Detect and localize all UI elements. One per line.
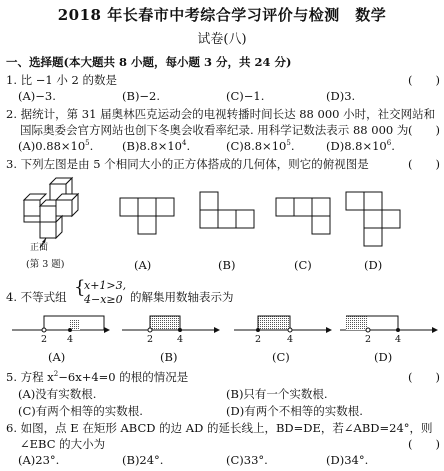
q2-option-a: $(A)0.88\times 10^5$. — [18, 139, 94, 153]
q1-option-c: (C)−1. — [226, 89, 265, 103]
q1-answer-paren: ( ) — [408, 73, 440, 87]
q6-option-c: (C)33°. — [226, 453, 268, 467]
q4-option-a: (A) — [48, 350, 66, 364]
q2-answer-paren: ( ) — [408, 123, 440, 137]
q4-c-tick-4: 4 — [287, 334, 294, 345]
q2-option-d: $(D)8.8\times 10^6$. — [326, 139, 395, 153]
q6-option-d: (D)34°. — [326, 453, 369, 467]
q4-b-tick-2: 2 — [147, 334, 154, 345]
q6-option-b: (B)24°. — [122, 453, 164, 467]
q4-option-c-axis — [234, 316, 332, 333]
q4-option-b-axis — [122, 316, 220, 333]
exam-subtitle: 试卷(八) — [197, 32, 247, 47]
q1-option-b: (B)−2. — [122, 89, 161, 103]
q5-option-c: (C)有两个相等的实数根. — [18, 404, 143, 418]
q4-d-tick-2: 2 — [365, 334, 372, 345]
q3-option-b: (B) — [218, 258, 236, 272]
q6-stem-line1: 6. 如图，点 E 在矩形 ABCD 的边 AD 的延长线上，BD=DE，若∠ABD=24°，则 — [6, 421, 433, 435]
q2-stem-line2: 国际奥委会官方网站也创下冬奥会收看率纪录. 用科学记数法表示 88 000 为 — [20, 123, 409, 137]
q5-option-d: (D)有两个不相等的实数根. — [226, 404, 363, 418]
exam-title: 2018 年长春市中考综合学习评价与检测 数学 — [57, 6, 387, 24]
q3-front-label: 正面 — [30, 243, 49, 253]
q3-option-d: (D) — [364, 258, 383, 272]
q3-stem: 3. 下列左图是由 5 个相同大小的正方体搭成的几何体，则它的俯视图是 — [6, 157, 369, 171]
q1-option-d: (D)3. — [326, 89, 356, 103]
q2-stem-line1: 2. 据统计，第 31 届奥林匹克运动会的电视转播时间长达 88 000 小时，社交网站和 — [6, 107, 436, 121]
q4-a-tick-2: 2 — [41, 334, 48, 345]
q6-option-a: (A)23°. — [18, 453, 60, 467]
q5-stem: 5. 方程 $x^2-6x+4=0$ 的根的情况是 — [6, 370, 189, 384]
q4-a-tick-4: 4 — [67, 334, 74, 345]
q3-option-d-figure — [344, 190, 408, 256]
q6-answer-paren: ( ) — [408, 437, 440, 451]
q1-stem: 1. 比 −1 小 2 的数是 — [6, 73, 118, 87]
q4-b-tick-4: 4 — [177, 334, 184, 345]
q4-brace: { — [74, 277, 86, 298]
q5-option-b: (B)只有一个实数根. — [226, 387, 328, 401]
q4-option-d-axis — [340, 316, 438, 333]
q3-figure-caption: (第 3 题) — [26, 259, 65, 270]
q3-option-c-figure — [274, 196, 338, 244]
q4-option-a-axis — [12, 316, 110, 333]
q3-answer-paren: ( ) — [408, 157, 440, 171]
q3-option-a-figure — [118, 196, 178, 244]
q3-option-b-figure — [198, 190, 262, 250]
q4-option-c: (C) — [272, 350, 290, 364]
q4-inequality-1: x+1>3, — [84, 279, 127, 292]
q4-inequality-2: 4−x≥0 — [84, 293, 123, 306]
section-heading: 一、选择题(本大题共 8 小题，每小题 3 分，共 24 分) — [6, 55, 292, 69]
q2-option-c: $(C)8.8\times 10^5$. — [226, 139, 295, 153]
q4-d-tick-4: 4 — [395, 334, 402, 345]
q6-stem-line2: ∠EBC 的大小为 — [20, 437, 106, 451]
q4-option-d: (D) — [374, 350, 393, 364]
q5-answer-paren: ( ) — [408, 370, 440, 384]
q3-option-a: (A) — [134, 258, 152, 272]
q2-option-b: $(B)8.8\times 10^4$. — [122, 139, 191, 153]
q4-number-lines — [0, 310, 444, 354]
q5-option-a: (A)没有实数根. — [18, 387, 97, 401]
q4-stem-prefix: 4. 不等式组 — [6, 290, 67, 304]
q4-stem-suffix: 的解集用数轴表示为 — [130, 290, 234, 304]
q4-c-tick-2: 2 — [255, 334, 262, 345]
q1-option-a: (A)−3. — [18, 89, 56, 103]
q3-option-c: (C) — [294, 258, 312, 272]
q3-solid-figure — [10, 176, 100, 266]
q4-option-b: (B) — [160, 350, 178, 364]
